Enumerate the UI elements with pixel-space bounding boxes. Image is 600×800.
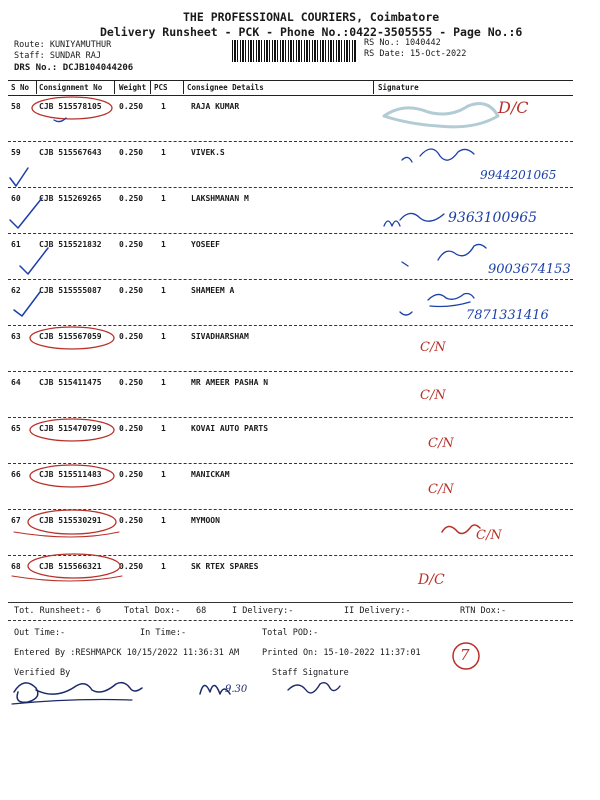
handwritten-cn-66: C/N — [428, 482, 454, 497]
col-signature: Signature — [378, 83, 419, 92]
row-weight: 0.250 — [119, 286, 144, 295]
row-weight: 0.250 — [119, 148, 144, 157]
handwritten-cn-64: C/N — [420, 388, 446, 403]
tick-mark — [10, 198, 42, 228]
rs-number: RS No.: 1040442 — [364, 38, 441, 48]
rtn-dox-label: RTN Dox:- — [460, 606, 507, 616]
handwritten-dc-68: D/C — [418, 572, 445, 588]
row-consignee: MANICKAM — [191, 470, 230, 479]
row-pcs: 1 — [161, 286, 166, 295]
row-sno: 66 — [11, 470, 21, 479]
signature-scribble — [384, 104, 498, 127]
circle-mark — [30, 465, 114, 487]
row-sno: 59 — [11, 148, 21, 157]
handwritten-phone-59: 9944201065 — [480, 168, 557, 182]
row-consignment: CJB 515567643 — [39, 148, 102, 157]
row-sno: 64 — [11, 378, 21, 387]
signature-scribble — [402, 244, 486, 266]
i-delivery-label: I Delivery:- — [232, 606, 294, 616]
verified-by-label: Verified By — [14, 668, 71, 678]
col-weight: Weight — [119, 83, 147, 92]
handwritten-phone-60: 9363100965 — [448, 210, 538, 226]
entered-by: Entered By :RESHMAPCK 10/15/2022 11:36:31 AM — [14, 648, 240, 658]
total-pod-label: Total POD:- — [262, 628, 319, 638]
row-sno: 60 — [11, 194, 21, 203]
handwritten-phone-61: 9003674153 — [488, 262, 571, 277]
tot-runsheet: Tot. Runsheet:- 6 — [14, 606, 101, 616]
row-sno: 61 — [11, 240, 21, 249]
signature-scribble — [400, 294, 474, 316]
row-sno: 58 — [11, 102, 21, 111]
col-pcs: PCS — [154, 83, 168, 92]
row-weight: 0.250 — [119, 424, 144, 433]
row-weight: 0.250 — [119, 194, 144, 203]
row-consignment: CJB 515411475 — [39, 378, 102, 387]
drs-number: DRS No.: DCJB104044206 — [14, 63, 134, 73]
row-consignment: CJB 515530291 — [39, 516, 102, 525]
circle-mark — [28, 510, 116, 534]
footer-rule — [8, 620, 573, 621]
col-consignee: Consignee Details — [187, 83, 264, 92]
row-sno: 65 — [11, 424, 21, 433]
rs-date: RS Date: 15-Oct-2022 — [364, 49, 467, 59]
row-consignee: RAJA KUMAR — [191, 102, 240, 111]
staff-signature-label: Staff Signature — [272, 668, 349, 678]
row-consignment: CJB 515555087 — [39, 286, 102, 295]
row-pcs: 1 — [161, 332, 166, 341]
row-consignment: CJB 515567059 — [39, 332, 102, 341]
row-consignee: MR AMEER PASHA N — [191, 378, 269, 387]
row-consignee: SIVADHARSHAM — [191, 332, 249, 341]
row-consignment: CJB 515511483 — [39, 470, 102, 479]
handwritten-phone-62: 7871331416 — [466, 308, 549, 323]
signature-scribble — [384, 213, 444, 226]
row-weight: 0.250 — [119, 332, 144, 341]
circle-mark — [32, 97, 112, 119]
ii-delivery-label: II Delivery:- — [344, 606, 411, 616]
signature-scribble — [402, 149, 474, 162]
handwritten-cn-65: C/N — [428, 436, 454, 451]
handwritten-cn-63: C/N — [420, 340, 446, 355]
row-consignee: KOVAI AUTO PARTS — [191, 424, 269, 433]
tick-mark — [20, 248, 48, 274]
row-weight: 0.250 — [119, 102, 144, 111]
row-consignment: CJB 515470799 — [39, 424, 102, 433]
circle-mark — [30, 327, 114, 349]
col-consignment: Consignment No — [39, 83, 103, 92]
route-label: Route: KUNIYAMUTHUR — [14, 40, 112, 50]
row-pcs: 1 — [161, 470, 166, 479]
row-sno: 63 — [11, 332, 21, 341]
row-sno: 67 — [11, 516, 21, 525]
row-weight: 0.250 — [119, 516, 144, 525]
row-consignee: MYMOON — [191, 516, 220, 525]
row-consignee: YOSEEF — [191, 240, 220, 249]
row-consignee: VIVEK.S — [191, 148, 225, 157]
row-pcs: 1 — [161, 102, 166, 111]
signature-scribble — [442, 525, 480, 534]
row-sno: 68 — [11, 562, 21, 571]
row-pcs: 1 — [161, 148, 166, 157]
circled-number: 7 — [460, 646, 470, 664]
circle-mark — [30, 419, 114, 441]
total-dox-value: 68 — [196, 606, 207, 616]
row-consignment: CJB 515566321 — [39, 562, 102, 571]
printed-on: Printed On: 15-10-2022 11:37:01 — [262, 648, 421, 658]
row-weight: 0.250 — [119, 470, 144, 479]
row-consignment: CJB 515521832 — [39, 240, 102, 249]
row-pcs: 1 — [161, 194, 166, 203]
row-weight: 0.250 — [119, 240, 144, 249]
staff-signature — [288, 683, 340, 693]
row-pcs: 1 — [161, 424, 166, 433]
row-pcs: 1 — [161, 378, 166, 387]
row-weight: 0.250 — [119, 562, 144, 571]
row-pcs: 1 — [161, 240, 166, 249]
tick-mark — [14, 292, 40, 316]
handwritten-cn-67: C/N — [476, 528, 502, 543]
row-consignment: CJB 515269265 — [39, 194, 102, 203]
row-pcs: 1 — [161, 516, 166, 525]
row-pcs: 1 — [161, 562, 166, 571]
company-title: THE PROFESSIONAL COURIERS, Coimbatore — [183, 10, 440, 24]
total-dox-label: Total Dox:- — [124, 606, 181, 616]
row-consignee: LAKSHMANAN M — [191, 194, 249, 203]
out-time-label: Out Time:- — [14, 628, 66, 638]
runsheet-subtitle: Delivery Runsheet - PCK - Phone No.:0422-3505555 - Page No.:6 — [100, 25, 523, 39]
row-consignee: SK RTEX SPARES — [191, 562, 259, 571]
row-sno: 62 — [11, 286, 21, 295]
row-weight: 0.250 — [119, 378, 144, 387]
in-time-label: In Time:- — [140, 628, 187, 638]
staff-label: Staff: SUNDAR RAJ — [14, 51, 101, 61]
handwritten-dc-58: D/C — [498, 98, 529, 117]
handwritten-time: 9.30 — [225, 684, 248, 695]
footer-rule — [8, 602, 573, 603]
row-consignee: SHAMEEM A — [191, 286, 235, 295]
tick-mark — [10, 168, 28, 186]
circle-mark — [28, 554, 120, 578]
col-sno: S No — [11, 83, 30, 92]
row-consignment: CJB 515578105 — [39, 102, 102, 111]
